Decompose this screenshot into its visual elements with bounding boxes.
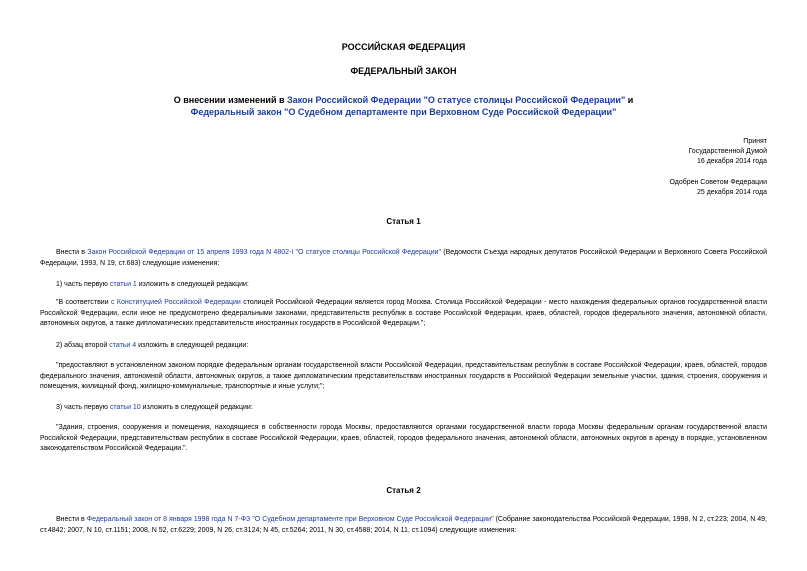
article-1-quote-3: "Здания, строения, сооружения и помещения, находящиеся в собственности города Москвы, предоставляются органами государственной власти города Москвы федеральным органам государственной власти Российской Федерации, представительствам республик в составе Российской Федерации, краев, областей, городов федерального значения, автономной области, автономных округов в аренду в порядке, установленном законодательством Российской Федерации.".: [40, 424, 767, 452]
text-fragment: изложить в следующей редакции:: [140, 404, 253, 411]
text-fragment: 2) абзац второй: [56, 342, 110, 349]
title-prefix: О внесении изменений в: [173, 95, 288, 105]
text-fragment: изложить в следующей редакции:: [136, 281, 249, 288]
link-article-1[interactable]: статьи 1: [109, 281, 137, 288]
article-1-item-3: [40, 403, 767, 414]
title-mid: и: [625, 95, 634, 105]
text-fragment: столицей Российской Федерации является город Москва. Столица Российской Федерации - место нахождения федеральных органов государственной власти Российской Федерации, если иное не предусмотрено федеральными законами, представительств республик в составе Российской Федерации, краев, областей, городов федерального значения, автономной области, автономных округов, а также дипломатических представительств иностранных государств в Российской Федерации.";: [40, 299, 768, 327]
text-fragment: 3) часть первую: [56, 404, 110, 411]
adoption-date: 16 декабря 2014 года: [696, 158, 767, 165]
link-judicial-dept-law[interactable]: Федеральный закон от 8 января 1998 года N 7-ФЗ "О Судебном департаменте при Верховном Суде Российской Федерации": [86, 516, 494, 523]
adoption-line: Одобрен Советом Федерации: [669, 179, 767, 186]
link-constitution[interactable]: с Конституцией Российской Федерации: [111, 299, 241, 306]
text-fragment: Внести в: [56, 516, 87, 523]
article-1-quote-1: [40, 298, 767, 330]
law-type-heading: ФЕДЕРАЛЬНЫЙ ЗАКОН: [350, 66, 457, 76]
text-fragment: Внести в: [56, 249, 88, 256]
adoption-line: Принят: [743, 138, 767, 145]
text-fragment: 1) часть первую: [56, 281, 110, 288]
text-fragment: изложить в следующей редакции:: [136, 342, 249, 349]
link-capital-law[interactable]: Закон Российской Федерации от 15 апреля 1993 года N 4802-I "О статусе столицы Российской Федерации": [87, 249, 442, 256]
text-fragment: (Ведомости Съезда народных депутатов Российской Федерации и Верховного Совета Российской Федерации, 1993, N 19, ст.683) следующие изменения:: [40, 249, 767, 267]
text-fragment: (Собрание законодательства Российской Федерации, 1998, N 2, ст.223; 2004, N 49, ст.4842; 2007, N 10, ст.1151; 2008, N 52, ст.6229; 2009, N 26, ст.3124; N 45, ст.5264; 2011, N 30, ст.4588; 2014, N 11, ст.1094) следующие изменения:: [40, 516, 767, 534]
adoption-duma: [688, 137, 767, 167]
country-heading: РОССИЙСКАЯ ФЕДЕРАЦИЯ: [341, 42, 466, 52]
text-fragment: "В соответствии: [56, 299, 112, 306]
article-1-intro: [40, 248, 767, 269]
law-title: [0, 94, 807, 118]
article-1-quote-2: "предоставляют в установленном законом порядке федеральным органам государственной власти Российской Федерации, представительствам республик в составе Российской Федерации, краев, областей, городов федерального значения, автономной области, автономных округов, а также дипломатическим представительствам иностранных государств в Российской Федерации земельные участки, здания, строения, сооружения и помещения, жилищный фонд, жилищно-коммунальные, транспортные и иные услуги;";: [40, 362, 767, 390]
article-2-heading: Статья 2: [386, 486, 421, 495]
link-article-10[interactable]: статьи 10: [109, 404, 141, 411]
article-1-heading: Статья 1: [386, 217, 421, 226]
title-link-judicial-dept-law[interactable]: Федеральный закон "О Судебном департаменте при Верховном Суде Российской Федерации": [190, 107, 617, 117]
article-1-item-2: [40, 341, 767, 352]
article-2-intro: [40, 515, 767, 536]
adoption-council: [669, 178, 767, 198]
adoption-date: 25 декабря 2014 года: [696, 189, 767, 196]
adoption-line: Государственной Думой: [688, 148, 767, 155]
link-article-4[interactable]: статьи 4: [109, 342, 137, 349]
title-link-capital-law[interactable]: Закон Российской Федерации "О статусе столицы Российской Федерации": [287, 95, 626, 105]
article-1-item-1: [40, 280, 767, 291]
